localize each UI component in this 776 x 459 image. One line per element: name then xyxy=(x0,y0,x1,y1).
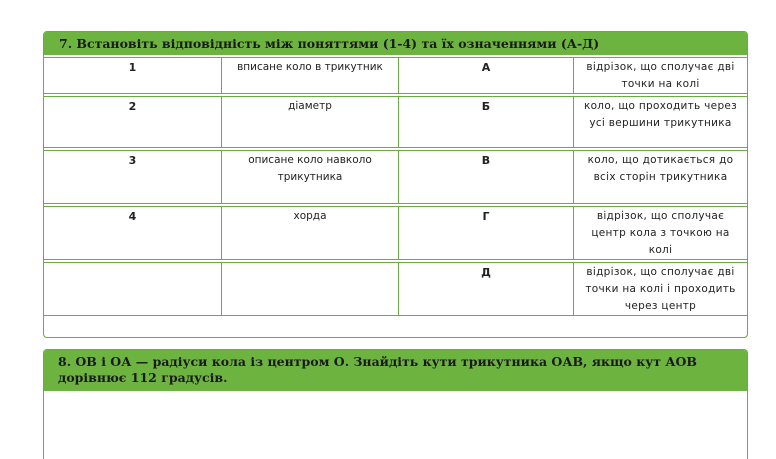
definition-text: відрізок, що сполучає дві точки на колі xyxy=(573,57,747,94)
task-8-title: 8. ОВ і ОА — радіуси кола із центром О. Знайдіть кути трикутника ОАВ, якщо кут АОВ дорівнює 112 градусів. xyxy=(44,350,747,391)
table-row xyxy=(44,96,747,148)
concept-number xyxy=(44,262,221,316)
definition-text: відрізок, що сполучає центр кола з точкою на колі xyxy=(573,206,747,260)
table-row xyxy=(44,150,747,204)
concept-number: 4 xyxy=(44,206,221,260)
definition-text: відрізок, що сполучає дві точки на колі і проходить через центр xyxy=(573,262,747,316)
task-7-card xyxy=(43,31,748,338)
concept-term: хорда xyxy=(221,206,398,260)
definition-letter: Г xyxy=(398,206,573,260)
task-8-card xyxy=(43,349,748,459)
definition-letter: В xyxy=(398,150,573,204)
table-row xyxy=(44,262,747,316)
table-row xyxy=(44,206,747,260)
definition-text: коло, що проходить через усі вершини трикутника xyxy=(573,96,747,148)
concept-number: 1 xyxy=(44,57,221,94)
concept-term xyxy=(221,262,398,316)
concept-term: описане коло навколо трикутника xyxy=(221,150,398,204)
concept-term: діаметр xyxy=(221,96,398,148)
concept-term: вписане коло в трикутник xyxy=(221,57,398,94)
concept-number: 3 xyxy=(44,150,221,204)
answer-area[interactable] xyxy=(44,391,747,459)
definition-letter: А xyxy=(398,57,573,94)
table-row xyxy=(44,57,747,94)
definition-letter: Д xyxy=(398,262,573,316)
task-7-title: 7. Встановіть відповідність між поняттями (1-4) та їх означеннями (А-Д) xyxy=(44,32,747,55)
definition-text: коло, що дотикається до всіх сторін трикутника xyxy=(573,150,747,204)
matching-table xyxy=(44,55,747,318)
concept-number: 2 xyxy=(44,96,221,148)
definition-letter: Б xyxy=(398,96,573,148)
